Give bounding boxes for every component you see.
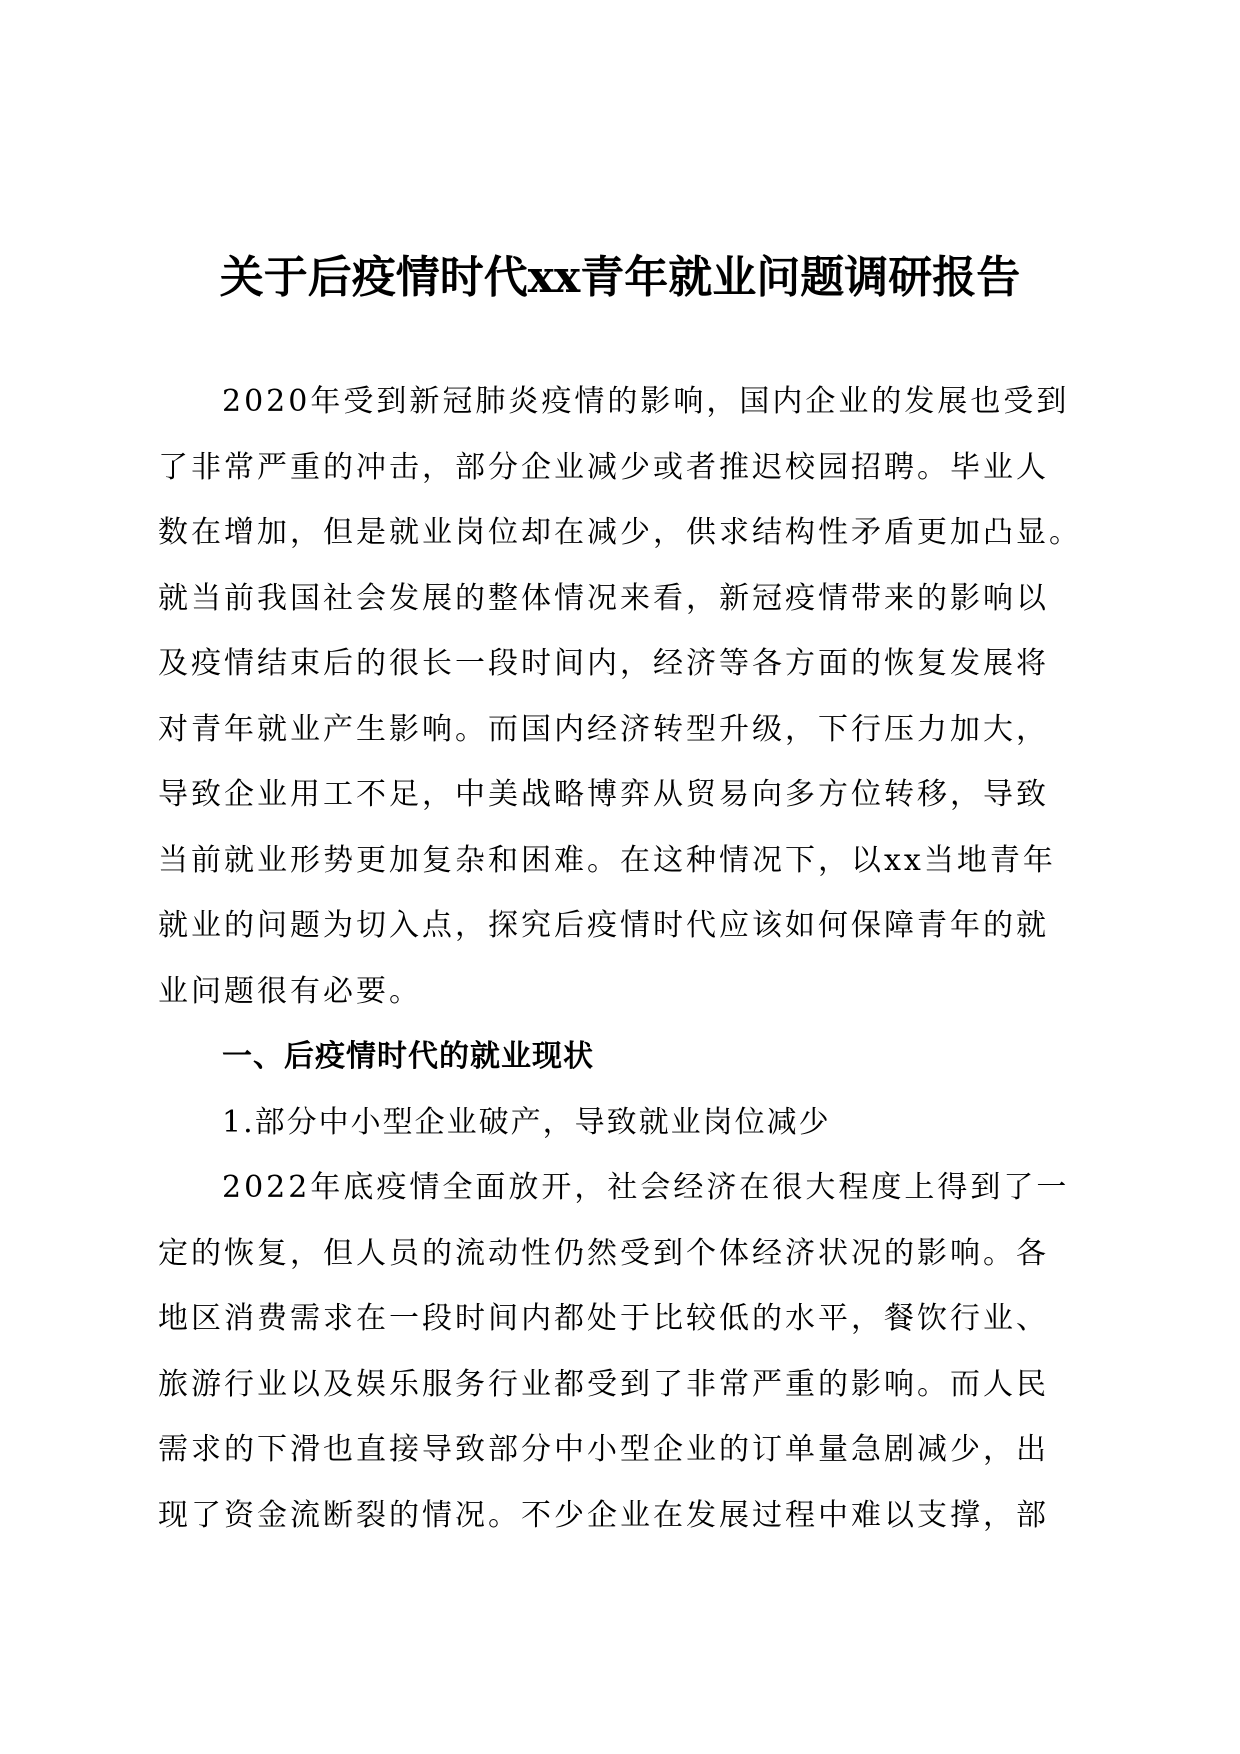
subsection-heading: 1.部分中小型企业破产，导致就业岗位减少: [222, 1104, 831, 1140]
paragraph-line: 2022年底疫情全面放开，社会经济在很大程度上得到了一: [222, 1170, 1070, 1205]
section-heading: 一、后疫情时代的就业现状: [222, 1039, 594, 1074]
paragraph-line: 现了资金流断裂的情况。不少企业在发展过程中难以支撑，部: [158, 1497, 1049, 1533]
paragraph-line: 及疫情结束后的很长一段时间内，经济等各方面的恢复发展将: [158, 646, 1049, 681]
paragraph-line: 2020年受到新冠肺炎疫情的影响，国内企业的发展也受到: [222, 384, 1070, 419]
paragraph-line: 对青年就业产生影响。而国内经济转型升级，下行压力加大，: [158, 711, 1049, 747]
paragraph-line: 需求的下滑也直接导致部分中小型企业的订单量急剧减少，出: [158, 1432, 1049, 1467]
paragraph-line: 业问题很有必要。: [158, 973, 422, 1009]
document-body: [158, 380, 1086, 1559]
paragraph-line: 就当前我国社会发展的整体情况来看，新冠疫情带来的影响以: [158, 580, 1049, 616]
paragraph-line: 数在增加，但是就业岗位却在减少，供求结构性矛盾更加凸显。: [158, 515, 1082, 550]
document-title: 关于后疫情时代xx青年就业问题调研报告: [219, 252, 1021, 303]
paragraph-line: 旅游行业以及娱乐服务行业都受到了非常严重的影响。而人民: [158, 1366, 1049, 1402]
paragraph-line: 导致企业用工不足，中美战略博弈从贸易向多方位转移，导致: [158, 777, 1049, 812]
paragraph-line: 定的恢复，但人员的流动性仍然受到个体经济状况的影响。各: [158, 1235, 1049, 1271]
paragraph-line: 了非常严重的冲击，部分企业减少或者推迟校园招聘。毕业人: [158, 449, 1049, 485]
paragraph-line: 地区消费需求在一段时间内都处于比较低的水平，餐饮行业、: [158, 1301, 1049, 1336]
paragraph-line: 当前就业形势更加复杂和困难。在这种情况下，以xx当地青年: [158, 842, 1056, 878]
paragraph-line: 就业的问题为切入点，探究后疫情时代应该如何保障青年的就: [158, 908, 1049, 943]
